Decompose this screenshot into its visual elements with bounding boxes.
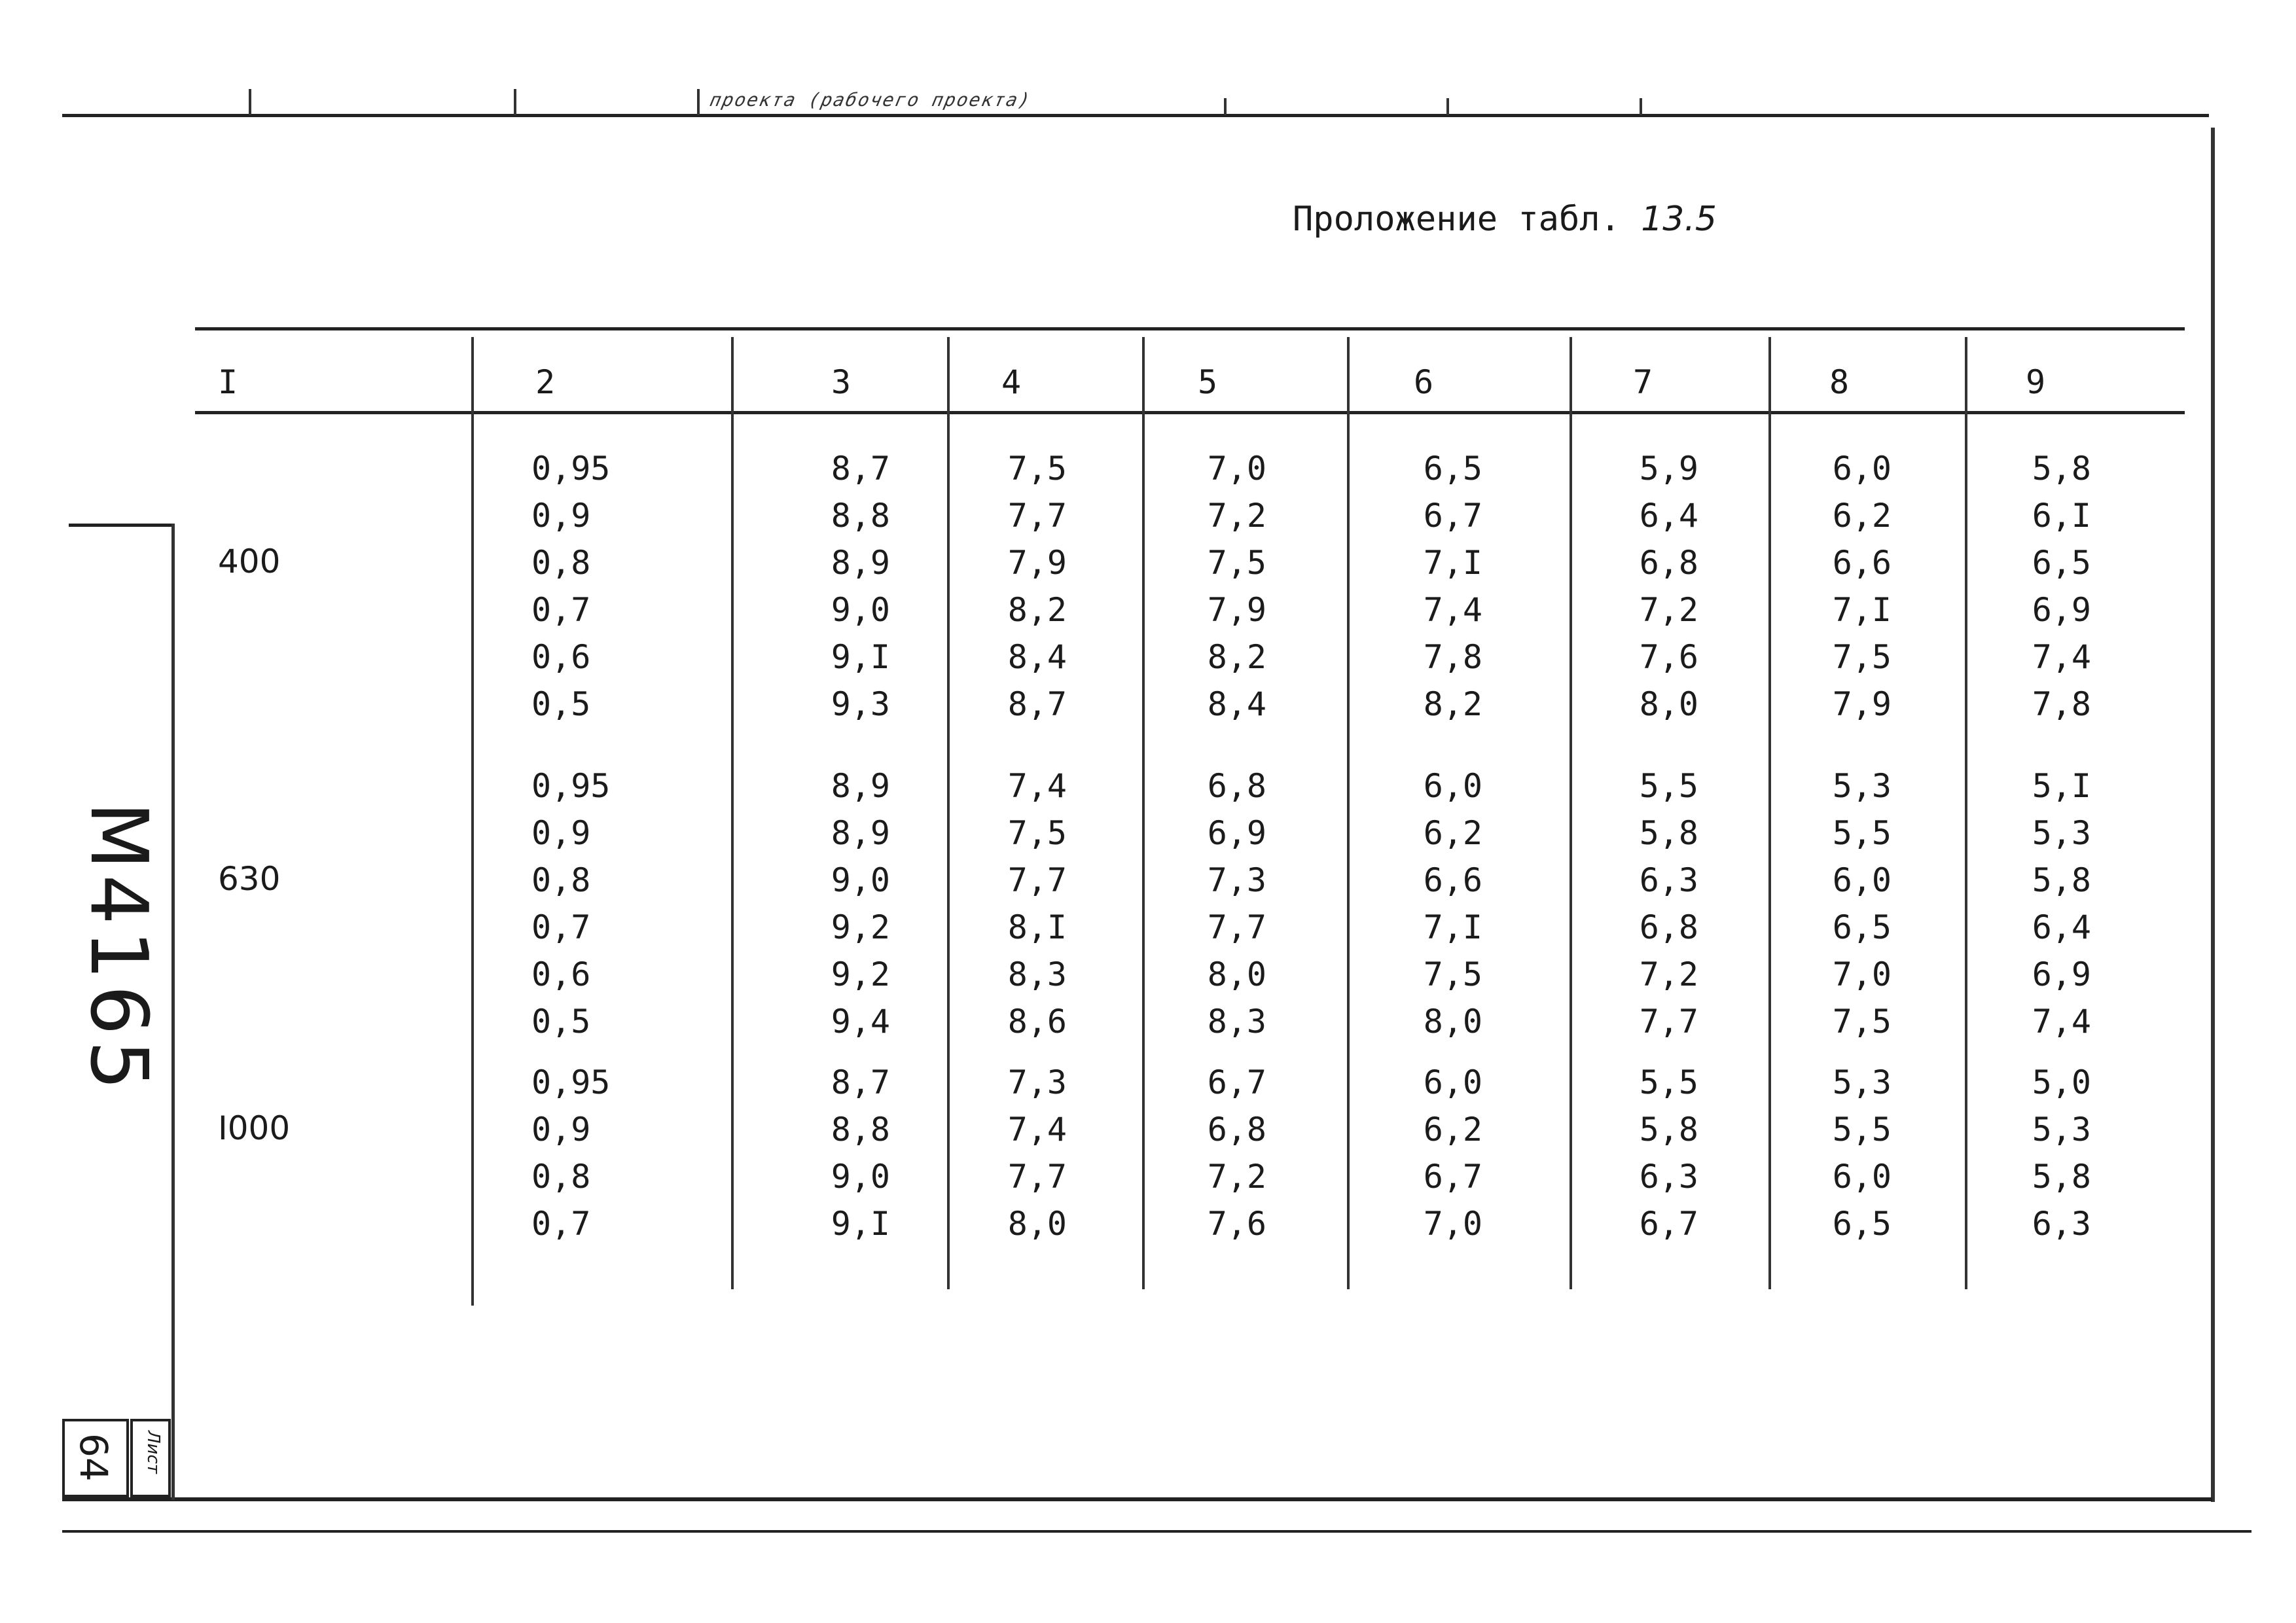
- table-cell: 8,0: [1007, 1205, 1067, 1243]
- table-cell: 8,6: [1007, 1003, 1067, 1041]
- table-cell: 7,7: [1007, 1158, 1067, 1196]
- table-cell: 0,6: [531, 955, 591, 993]
- table-cell: 6,0: [1423, 1063, 1482, 1101]
- table-cell: 8,7: [831, 1063, 890, 1101]
- column-header: 8: [1829, 363, 1850, 401]
- table-cell: 8,0: [1207, 955, 1266, 993]
- column-divider: [731, 337, 734, 1289]
- table-cell: 5,5: [1832, 1111, 1892, 1149]
- table-cell: 0,9: [531, 814, 591, 852]
- table-cell: 6,2: [1423, 1111, 1482, 1149]
- table-cell: 7,4: [1423, 591, 1482, 629]
- table-cell: 7,2: [1639, 955, 1698, 993]
- table-cell: 7,4: [1007, 767, 1067, 805]
- table-cell: 5,I: [2032, 767, 2091, 805]
- column-divider: [471, 337, 474, 1306]
- table-cell: 7,8: [2032, 685, 2091, 723]
- table-cell: 7,8: [1423, 638, 1482, 676]
- table-cell: 7,I: [1423, 544, 1482, 582]
- table-cell: 0,7: [531, 591, 591, 629]
- table-cell: 6,5: [1832, 908, 1892, 946]
- table-cell: 6,5: [2032, 544, 2091, 582]
- table-header-rule: [195, 411, 2185, 414]
- table-cell: 5,8: [2032, 861, 2091, 899]
- table-cell: 0,7: [531, 908, 591, 946]
- table-cell: 8,0: [1423, 1003, 1482, 1041]
- table-cell: 6,3: [1639, 1158, 1698, 1196]
- table-cell: 7,7: [1639, 1003, 1698, 1041]
- table-cell: 8,4: [1207, 685, 1266, 723]
- table-cell: 7,6: [1639, 638, 1698, 676]
- caption-number: 13.5: [1641, 200, 1717, 239]
- table-cell: 7,3: [1007, 1063, 1067, 1101]
- page-bottom-line: [62, 1530, 2251, 1533]
- table-cell: 7,5: [1007, 450, 1067, 488]
- table-cell: 5,5: [1832, 814, 1892, 852]
- table-cell: 7,5: [1832, 638, 1892, 676]
- table-cell: 0,7: [531, 1205, 591, 1243]
- table-cell: 0,9: [531, 497, 591, 535]
- table-cell: 5,3: [2032, 814, 2091, 852]
- table-cell: 5,3: [1832, 767, 1892, 805]
- table-cell: 8,I: [1007, 908, 1067, 946]
- table-cell: 7,5: [1423, 955, 1482, 993]
- table-cell: 0,6: [531, 638, 591, 676]
- table-cell: 6,7: [1207, 1063, 1266, 1101]
- table-cell: 0,5: [531, 1003, 591, 1041]
- top-tick: [1224, 98, 1227, 115]
- group-label: I000: [218, 1109, 291, 1147]
- top-tick: [1640, 98, 1642, 115]
- document-code: М4165: [73, 802, 164, 1096]
- table-cell: 7,5: [1207, 544, 1266, 582]
- caption-prefix: Проложение табл.: [1293, 200, 1621, 239]
- group-label: 400: [218, 543, 281, 580]
- table-cell: 6,8: [1207, 1111, 1266, 1149]
- sheet-number-box: [62, 1419, 129, 1497]
- table-cell: 6,8: [1639, 544, 1698, 582]
- table-cell: 8,4: [1007, 638, 1067, 676]
- column-header: 7: [1633, 363, 1653, 401]
- table-cell: 0,8: [531, 1158, 591, 1196]
- table-cell: 7,9: [1832, 685, 1892, 723]
- table-cell: 6,2: [1832, 497, 1892, 535]
- group-label: 630: [218, 860, 281, 898]
- top-border-line: [62, 114, 2209, 117]
- table-cell: 7,I: [1832, 591, 1892, 629]
- table-cell: 6,4: [2032, 908, 2091, 946]
- table-cell: 9,2: [831, 908, 890, 946]
- table-cell: 6,7: [1423, 1158, 1482, 1196]
- table-cell: 6,I: [2032, 497, 2091, 535]
- column-divider: [1965, 337, 1967, 1289]
- table-cell: 7,9: [1007, 544, 1067, 582]
- table-cell: 5,3: [2032, 1111, 2091, 1149]
- table-cell: 6,0: [1832, 450, 1892, 488]
- table-cell: 7,7: [1207, 908, 1266, 946]
- table-cell: 6,7: [1639, 1205, 1698, 1243]
- table-cell: 7,0: [1832, 955, 1892, 993]
- margin-frame-right: [171, 524, 175, 1500]
- table-cell: 7,9: [1207, 591, 1266, 629]
- table-cell: 0,8: [531, 544, 591, 582]
- table-cell: 5,5: [1639, 767, 1698, 805]
- table-cell: 9,0: [831, 1158, 890, 1196]
- table-cell: 9,I: [831, 1205, 890, 1243]
- table-cell: 8,9: [831, 544, 890, 582]
- column-header: 6: [1414, 363, 1434, 401]
- table-cell: 0,95: [531, 1063, 611, 1101]
- table-cell: 6,8: [1639, 908, 1698, 946]
- table-cell: 5,9: [1639, 450, 1698, 488]
- table-cell: 7,I: [1423, 908, 1482, 946]
- table-cell: 5,8: [1639, 814, 1698, 852]
- table-cell: 6,9: [2032, 591, 2091, 629]
- table-cell: 7,5: [1007, 814, 1067, 852]
- table-cell: 7,4: [2032, 638, 2091, 676]
- margin-frame-top: [69, 524, 173, 527]
- table-cell: 5,3: [1832, 1063, 1892, 1101]
- sheet-number: 64: [71, 1433, 116, 1482]
- column-divider: [1570, 337, 1572, 1289]
- table-cell: 6,4: [1639, 497, 1698, 535]
- top-tick: [697, 89, 700, 115]
- table-cell: 8,2: [1007, 591, 1067, 629]
- table-cell: 6,0: [1832, 861, 1892, 899]
- table-cell: 7,3: [1207, 861, 1266, 899]
- table-cell: 6,6: [1423, 861, 1482, 899]
- table-cell: 7,2: [1207, 1158, 1266, 1196]
- table-cell: 8,3: [1007, 955, 1067, 993]
- table-cell: 8,8: [831, 1111, 890, 1149]
- table-cell: 9,3: [831, 685, 890, 723]
- table-cell: 7,4: [2032, 1003, 2091, 1041]
- table-cell: 9,0: [831, 591, 890, 629]
- column-divider: [1142, 337, 1145, 1289]
- bottom-border-line: [62, 1497, 2212, 1501]
- table-cell: 7,0: [1423, 1205, 1482, 1243]
- table-cell: 5,8: [1639, 1111, 1698, 1149]
- table-cell: 7,7: [1007, 497, 1067, 535]
- table-cell: 7,2: [1207, 497, 1266, 535]
- top-tick: [249, 89, 251, 115]
- table-cell: 7,6: [1207, 1205, 1266, 1243]
- table-cell: 8,3: [1207, 1003, 1266, 1041]
- table-cell: 6,3: [2032, 1205, 2091, 1243]
- table-cell: 5,8: [2032, 1158, 2091, 1196]
- table-cell: 0,95: [531, 767, 611, 805]
- top-tick: [514, 89, 516, 115]
- table-cell: 8,0: [1639, 685, 1698, 723]
- table-cell: 6,9: [1207, 814, 1266, 852]
- table-cell: 6,9: [2032, 955, 2091, 993]
- table-cell: 9,4: [831, 1003, 890, 1041]
- table-cell: 8,8: [831, 497, 890, 535]
- table-cell: 5,5: [1639, 1063, 1698, 1101]
- table-cell: 6,0: [1423, 767, 1482, 805]
- column-header: 2: [535, 363, 556, 401]
- table-cell: 7,5: [1832, 1003, 1892, 1041]
- table-cell: 7,2: [1639, 591, 1698, 629]
- table-cell: 0,9: [531, 1111, 591, 1149]
- right-border-line: [2211, 128, 2215, 1502]
- table-cell: 6,6: [1832, 544, 1892, 582]
- table-cell: 9,I: [831, 638, 890, 676]
- table-cell: 6,5: [1423, 450, 1482, 488]
- table-cell: 7,7: [1007, 861, 1067, 899]
- table-cell: 6,7: [1423, 497, 1482, 535]
- column-header: I: [218, 363, 238, 401]
- table-cell: 7,4: [1007, 1111, 1067, 1149]
- table-cell: 9,2: [831, 955, 890, 993]
- column-header: 4: [1001, 363, 1022, 401]
- column-header: 3: [831, 363, 852, 401]
- table-caption: [1293, 200, 1717, 239]
- table-cell: 5,8: [2032, 450, 2091, 488]
- table-cell: 7,0: [1207, 450, 1266, 488]
- table-cell: 6,2: [1423, 814, 1482, 852]
- table-cell: 6,8: [1207, 767, 1266, 805]
- table-cell: 8,2: [1207, 638, 1266, 676]
- table-cell: 8,2: [1423, 685, 1482, 723]
- sheet-label: Лист: [143, 1431, 163, 1474]
- column-header: 9: [2026, 363, 2046, 401]
- column-divider: [1768, 337, 1771, 1289]
- top-tick: [1446, 98, 1449, 115]
- table-cell: 6,3: [1639, 861, 1698, 899]
- table-cell: 9,0: [831, 861, 890, 899]
- sheet-label-box: [130, 1419, 171, 1497]
- top-stamp-text: проекта (рабочего проекта): [708, 89, 1033, 111]
- table-cell: 6,5: [1832, 1205, 1892, 1243]
- column-divider: [947, 337, 950, 1289]
- table-cell: 8,9: [831, 767, 890, 805]
- table-cell: 0,8: [531, 861, 591, 899]
- table-cell: 0,95: [531, 450, 611, 488]
- table-cell: 6,0: [1832, 1158, 1892, 1196]
- table-cell: 0,5: [531, 685, 591, 723]
- table-cell: 8,9: [831, 814, 890, 852]
- column-header: 5: [1198, 363, 1218, 401]
- table-cell: 8,7: [1007, 685, 1067, 723]
- column-divider: [1347, 337, 1350, 1289]
- table-top-rule: [195, 327, 2185, 330]
- table-cell: 8,7: [831, 450, 890, 488]
- table-cell: 5,0: [2032, 1063, 2091, 1101]
